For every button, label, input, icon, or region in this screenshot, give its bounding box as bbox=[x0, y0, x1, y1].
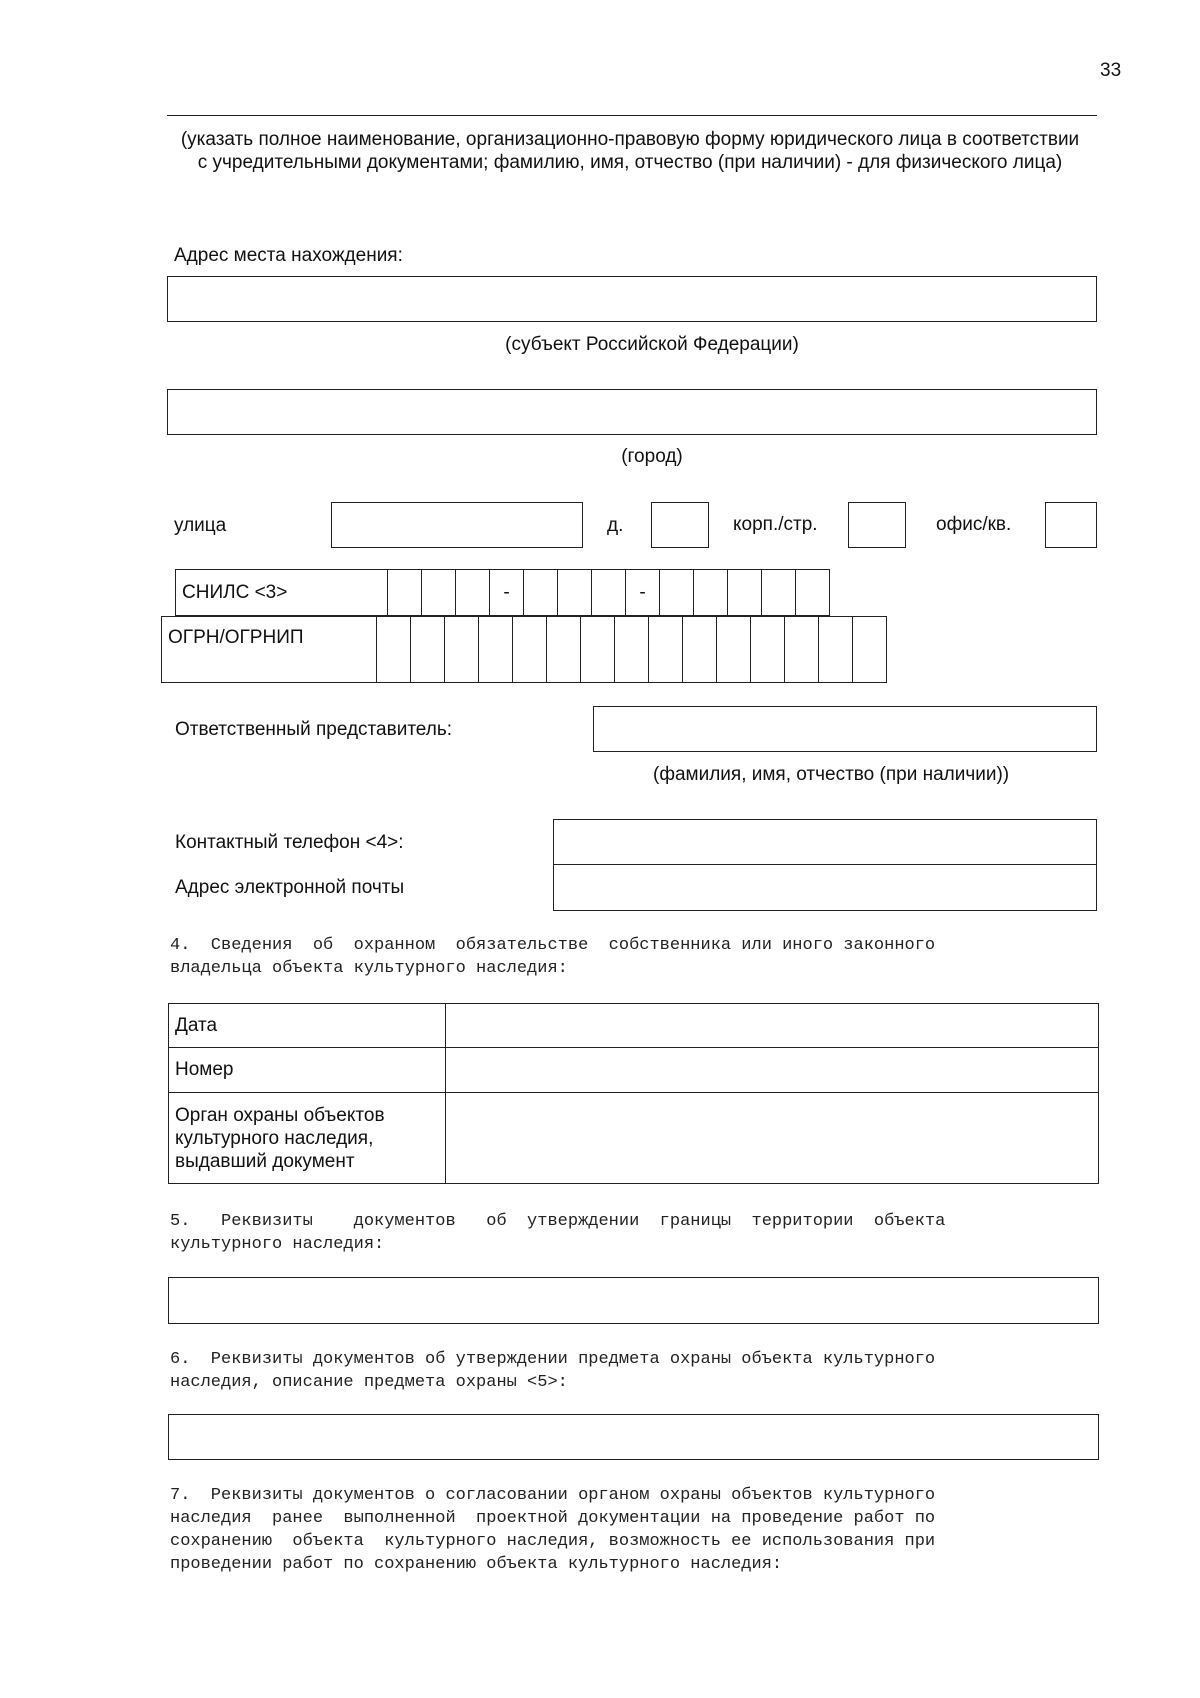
organization-caption: (указать полное наименование, организационно-правовую форму юридического лица в соответствии с учредительными документами; фамилию, имя, отчество (при наличии) - для физического лица) bbox=[180, 129, 1080, 173]
snils-cell[interactable] bbox=[592, 570, 626, 616]
snils-separator: - bbox=[490, 570, 524, 616]
ogrn-cell[interactable] bbox=[377, 617, 411, 683]
section4-line2: владельца объекта культурного наследия: bbox=[170, 959, 568, 978]
subject-caption: (субъект Российской Федерации) bbox=[505, 334, 799, 355]
ogrn-label bbox=[162, 617, 377, 683]
representative-input[interactable] bbox=[593, 706, 1097, 752]
snils-grid bbox=[175, 569, 830, 616]
snils-cell[interactable] bbox=[728, 570, 762, 616]
ogrn-grid bbox=[161, 616, 887, 683]
city-input[interactable] bbox=[167, 389, 1097, 435]
section7-line4: проведении работ по сохранению объекта культурного наследия: bbox=[170, 1555, 783, 1574]
section5-line1: 5. Реквизиты документов об утверждении границы территории объекта bbox=[170, 1212, 946, 1231]
house-input[interactable] bbox=[651, 502, 709, 548]
address-heading: Адрес места нахождения: bbox=[174, 245, 403, 266]
snils-cell[interactable] bbox=[388, 570, 422, 616]
snils-cell[interactable] bbox=[762, 570, 796, 616]
house-label: д. bbox=[607, 515, 624, 536]
obligation-number-input[interactable] bbox=[446, 1048, 1099, 1093]
email-label: Адрес электронной почты bbox=[175, 877, 405, 898]
ogrn-cell[interactable] bbox=[479, 617, 513, 683]
snils-cell[interactable] bbox=[422, 570, 456, 616]
snils-cell[interactable] bbox=[694, 570, 728, 616]
section7-line1: 7. Реквизиты документов о согласовании органом охраны объектов культурного bbox=[170, 1486, 936, 1505]
ogrn-cell[interactable] bbox=[751, 617, 785, 683]
office-label: офис/кв. bbox=[936, 514, 1012, 535]
phone-input[interactable] bbox=[553, 819, 1097, 866]
obligation-authority-input[interactable] bbox=[446, 1093, 1099, 1184]
obligation-authority-label: Орган охраны объектов культурного наследия, выдавший документ bbox=[169, 1093, 446, 1184]
section4-line1: 4. Сведения об охранном обязательстве собственника или иного законного bbox=[170, 936, 936, 955]
ogrn-cell[interactable] bbox=[411, 617, 445, 683]
ogrn-cell[interactable] bbox=[445, 617, 479, 683]
snils-cell[interactable] bbox=[660, 570, 694, 616]
email-input[interactable] bbox=[553, 864, 1097, 911]
snils-cell[interactable] bbox=[796, 570, 830, 616]
section6-line2: наследия, описание предмета охраны <5>: bbox=[170, 1373, 568, 1392]
ogrn-cell[interactable] bbox=[683, 617, 717, 683]
ogrn-cell[interactable] bbox=[717, 617, 751, 683]
section7-line2: наследия ранее выполненной проектной документации на проведение работ по bbox=[170, 1509, 936, 1528]
ogrn-cell[interactable] bbox=[853, 617, 887, 683]
snils-label-text: СНИЛС <3> bbox=[182, 581, 288, 603]
snils-label bbox=[176, 570, 388, 616]
ogrn-cell[interactable] bbox=[547, 617, 581, 683]
snils-cell[interactable] bbox=[558, 570, 592, 616]
representative-caption: (фамилия, имя, отчество (при наличии)) bbox=[653, 764, 1010, 785]
ogrn-cell[interactable] bbox=[785, 617, 819, 683]
street-input[interactable] bbox=[331, 502, 583, 548]
office-input[interactable] bbox=[1045, 502, 1097, 548]
section5-input[interactable] bbox=[168, 1277, 1099, 1324]
ogrn-cell[interactable] bbox=[649, 617, 683, 683]
phone-label: Контактный телефон <4>: bbox=[175, 832, 404, 853]
snils-separator: - bbox=[626, 570, 660, 616]
section6-line1: 6. Реквизиты документов об утверждении предмета охраны объекта культурного bbox=[170, 1350, 936, 1369]
ogrn-cell[interactable] bbox=[819, 617, 853, 683]
subject-input[interactable] bbox=[167, 276, 1097, 322]
ogrn-cell[interactable] bbox=[615, 617, 649, 683]
obligation-date-input[interactable] bbox=[446, 1004, 1099, 1048]
section7-line3: сохранению объекта культурного наследия, возможность ее использования при bbox=[170, 1532, 936, 1551]
representative-label: Ответственный представитель: bbox=[175, 719, 453, 740]
section5-line2: культурного наследия: bbox=[170, 1235, 385, 1254]
building-label: корп./стр. bbox=[733, 514, 818, 535]
obligation-date-label: Дата bbox=[169, 1004, 446, 1048]
obligation-table bbox=[168, 1003, 1099, 1184]
building-input[interactable] bbox=[848, 502, 906, 548]
snils-cell[interactable] bbox=[456, 570, 490, 616]
ogrn-label-text: ОГРН/ОГРНИП bbox=[168, 627, 304, 648]
street-label: улица bbox=[174, 515, 227, 536]
page-number: 33 bbox=[1100, 60, 1122, 81]
obligation-number-label: Номер bbox=[169, 1048, 446, 1093]
section6-input[interactable] bbox=[168, 1414, 1099, 1460]
city-caption: (город) bbox=[621, 446, 683, 467]
snils-cell[interactable] bbox=[524, 570, 558, 616]
ogrn-cell[interactable] bbox=[513, 617, 547, 683]
ogrn-cell[interactable] bbox=[581, 617, 615, 683]
organization-name-line[interactable] bbox=[167, 115, 1097, 116]
